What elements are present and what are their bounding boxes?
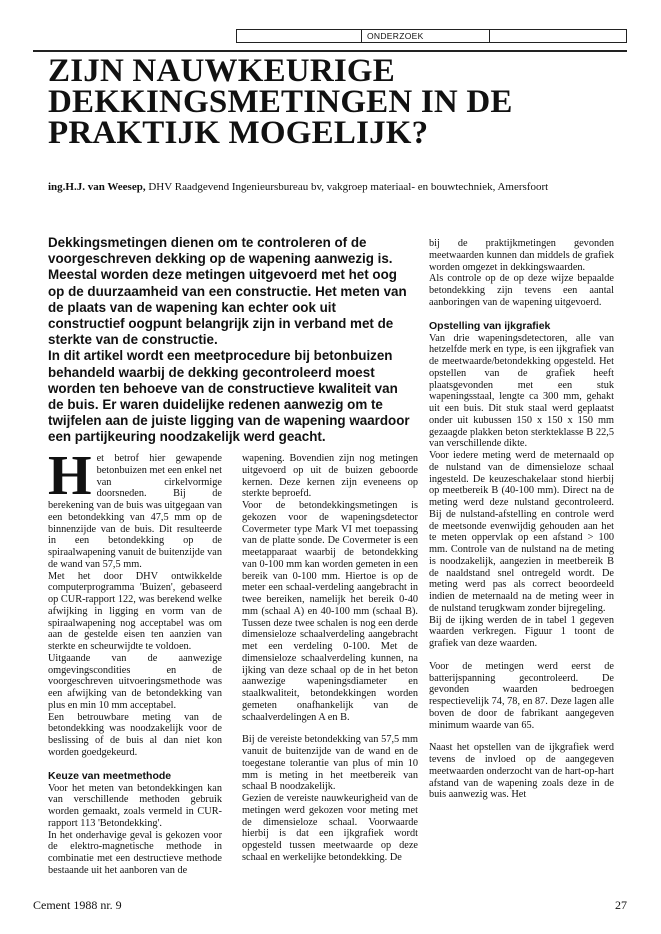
body-paragraph: Voor iedere meting werd de meternaald op de nulstand van de dimensieloze schaal ingesteld. De keuzeschakelaar stond hierbij op meetbereik B (40-100 mm). Direct na de meting werd deze nulstand gecontroleerd. Bij de nulstand-afstelling en controle werd de meetsonde evenwijdig gehouden aan het te meten oppervlak op een afstand > 100 mm. Controle van de nulstand na de meting is noodzakelijk, aangezien in meetbereik B de naaldstand snel ontregeld wordt. De meting werd pas als correct beoordeeld indien de meternaald na de meting weer in de nulstand terugkwam zonder bijregeling. [429, 450, 614, 614]
body-paragraph: Met het door DHV ontwikkelde computerprogramma 'Buizen', gebaseerd op CUR-rapport 122, was berekend welke afwijking in ligging en vorm van de spiraalwapening nog acceptabel was om aan de gestelde eisen ten aanzien van sterkte en scheurwijdte te voldoen. [48, 570, 222, 652]
body-paragraph: Als controle op de op deze wijze bepaalde betondekking zijn tevens een aantal aanboringen van de wapening uitgevoerd. [429, 273, 614, 308]
body-paragraph: Een betrouwbare meting van de betondekking was noodzakelijk voor de beslissing of de buis al dan niet kon worden goedgekeurd. [48, 711, 222, 758]
body-paragraph: Voor de betondekkingsmetingen is gekozen voor de wapeningsdetector Covermeter type Mark VI met toepassing van de platte sonde. De Covermeter is een meetapparaat waarbij de betondekking van 0-100 mm kan worden gemeten in een bereik van 0-100 mm. Hiertoe is op de meter een schaal-verdeling aangebracht in twee bereiken, namelijk het bereik 0-40 mm (schaal A) en 40-100 mm (schaal B). Tussen deze twee schalen is nog een derde dimensieloze schaalverdeling aangebracht met een verdeling 0-100. Met de dimensieloze schaalverdeling kunnen, na ijking van deze schaal op de in het beton aanwezige wapeningsdiameter en staalkwaliteit, betondekkingen worden gemeten onafhankelijk van de schaalverdelingen A en B. [242, 500, 418, 723]
lead-paragraph [48, 235, 414, 446]
body-paragraph: Uitgaande van de aanwezige omgevingscondities en de voorgeschreven uitvoeringsmethode was een afwijking van de betondekking van plus en min 10 mm acceptabel. [48, 652, 222, 711]
body-paragraph: Bij de ijking werden de in tabel 1 gegeven waarden verkregen. Figuur 1 toont de grafiek van deze waarden. [429, 614, 614, 649]
body-paragraph: In het onderhavige geval is gekozen voor de elektro-magnetische methode in combinatie met een destructieve methode bestaande uit het aanboren van de [48, 829, 222, 876]
body-paragraph: Voor de metingen werd eerst de batterijspanning gecontroleerd. De gevonden waarden bedroegen respectievelijk 74, 78, en 87. Deze lagen alle boven de door de fabrikant aangegeven minimum waarde van 65. [429, 660, 614, 731]
author-line [48, 180, 628, 194]
section-heading: Opstelling van ijkgrafiek [429, 319, 551, 332]
body-paragraph: wapening. Bovendien zijn nog metingen uitgevoerd op uit de buizen geboorde kernen. Deze kernen zijn eveneens op sterkte beproefd. [242, 453, 418, 500]
body-paragraph: Voor het meten van betondekkingen kan van verschillende methoden gebruik worden gemaakt, zoals vermeld in CUR-rapport 113 'Betondekking'. [48, 782, 222, 829]
page-number: 27 [615, 898, 627, 912]
author-affiliation: DHV Raadgevend Ingenieursbureau bv, vakgroep materiaal- en bouwtechniek, Amersfoort [148, 181, 549, 193]
section-heading: Keuze van meetmethode [48, 769, 172, 782]
lead-text: Dekkingsmetingen dienen om te controleren of de voorgeschreven dekking op de wapening aanwezig is. Meestal worden deze metingen uitgevoerd met het oog op de duurzaamheid van een constructie. Het meten van de plaats van de wapening kan echter ook uit constructief oogpunt belangrijk zijn in verband met de sterkte van de constructie. [48, 235, 407, 348]
column-1 [48, 445, 222, 877]
column-2 [242, 453, 418, 864]
header-divider [361, 30, 362, 42]
dropcap: H [48, 445, 92, 507]
body-paragraph [48, 445, 222, 571]
body-paragraph: bij de praktijkmetingen gevonden meetwaarden kunnen dan middels de grafiek worden omgezet in dekkingswaarden. [429, 238, 614, 273]
lead-text: In dit artikel wordt een meetprocedure bij betonbuizen behandeld waarbij de dekking gecontroleerd moest worden ten behoeve van de constructieve kwaliteit van de buis. Er waren duidelijke redenen aanwezig om te twijfelen aan de juiste ligging van de wapening waardoor een partijkeuring noodzakelijk werd geacht. [48, 348, 410, 445]
section-header-bar [236, 29, 627, 43]
body-paragraph: Bij de vereiste betondekking van 57,5 mm vanuit de buitenzijde van de wand en de toegestane tolerantie van plus of min 10 mm is meting in het meetbereik van schaal B noodzakelijk. [242, 734, 418, 793]
body-paragraph: Gezien de vereiste nauwkeurigheid van de metingen werd gekozen voor meting met de dimensieloze schaal. Voorwaarde hierbij is dat een ijkgrafiek wordt opgesteld tussen meetwaarde op deze schaal en werkelijke betondekking. De [242, 793, 418, 863]
header-divider [489, 30, 490, 42]
journal-name: Cement 1988 nr. 9 [33, 898, 122, 912]
article-title: ZIJN NAUWKEURIGE DEKKINGSMETINGEN IN DE PRAKTIJK MOGELIJK? [48, 53, 513, 151]
top-rule [33, 50, 627, 52]
body-paragraph: Van drie wapeningsdetectoren, alle van hetzelfde merk en type, is een ijkgrafiek van de meetwaarde/betondekking opgesteld. Het opstellen van de grafiek heeft plaatsgevonden met een stuk wapeningsstaal, lengte ca 300 mm, gehakt uit een buis. Dit stuk staal werd geplaatst onder uit kubussen 150 x 150 x 150 mm gezaagde plakken beton sterkteklasse B 22,5 van verschillende dikte. [429, 332, 614, 450]
column-3 [429, 238, 614, 801]
section-label: ONDERZOEK [367, 31, 424, 41]
author-name: ing.H.J. van Weesep, [48, 181, 146, 193]
body-paragraph: Naast het opstellen van de ijkgrafiek werd tevens de invloed op de aangegeven meetwaarden onderzocht van de hart-op-hart afstand van de wapening zoals deze in de buis aanwezig was. Het [429, 742, 614, 801]
body-text: et betrof hier gewapende betonbuizen met een enkel net van cirkelvormige doorsneden. Bij de berekening van de buis was uitgegaan van een betondekking van 47,5 mm op de binnenzijde van de buis. Dit resulteerde in een betondekking op de spiraalwapening vanuit de buitenzijde van de wand van 57,5 mm. [48, 453, 222, 570]
